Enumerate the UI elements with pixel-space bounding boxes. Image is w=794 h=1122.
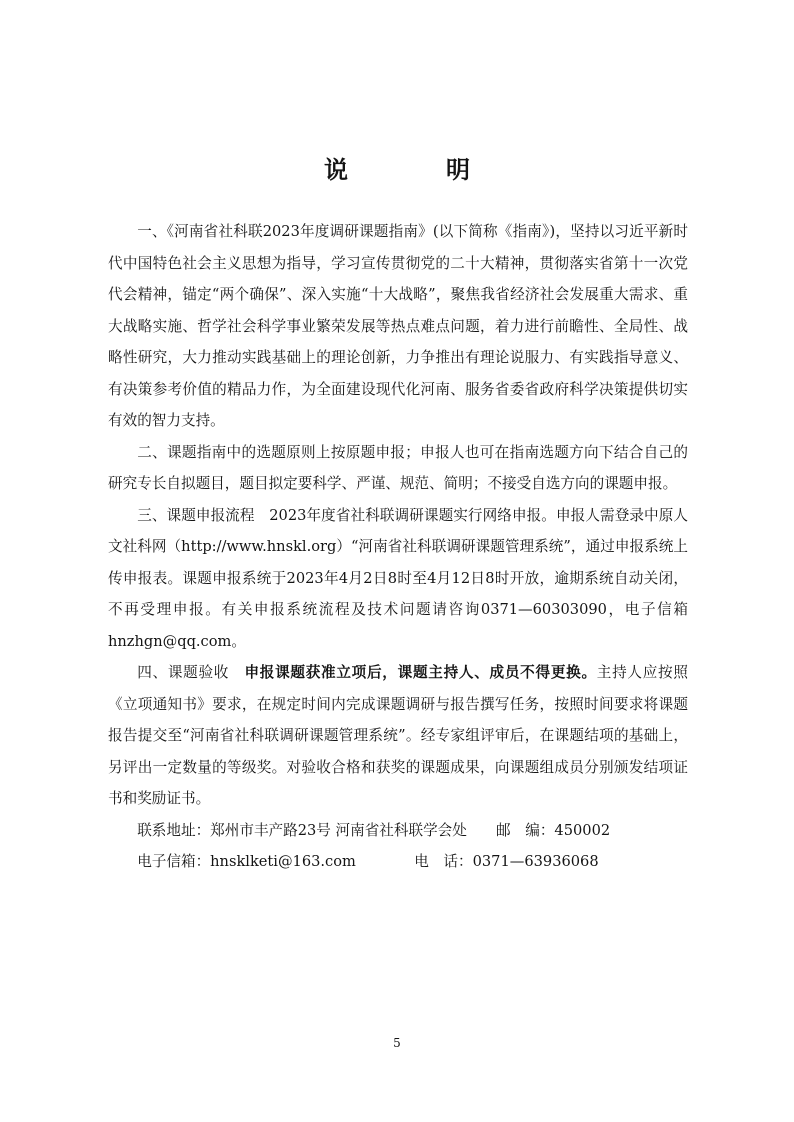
page-title: 说明 [324, 156, 568, 184]
contact-email-phone: 电子信箱：hnsklketi@163.com 电 话：0371—63936068 [137, 853, 599, 870]
page-number: 5 [393, 1036, 401, 1050]
paragraph-topic-selection: 二、课题指南中的选题原则上按原题申报；申报人也可在指南选题方向下结合自己的研究专长自拟题目，题目拟定要科学、严谨、规范、简明；不接受自选方向的课题申报。 [108, 443, 688, 492]
paragraph-rest: 主持人应按照《立项通知书》要求，在规定时间内完成课题调研与报告撰写任务，按照时间要求将课题报告提交至“河南省社科联调研课题管理系统”。经专家组评审后，在课题结项的基础上，另评出一定数量的等级奖。对验收合格和获奖的课题成果，向课题组成员分别颁发结项证书和奖励证书。 [108, 664, 688, 807]
paragraph-project-acceptance [108, 657, 688, 815]
paragraph-guide-overview: 一、《河南省社科联2023年度调研课题指南》(以下简称《指南》)，坚持以习近平新时代中国特色社会主义思想为指导，学习宣传贯彻党的二十大精神，贯彻落实省第十一次党代会精神，锚定“两个确保”、深入实施“十大战略”，聚焦我省经济社会发展重大需求、重大战略实施、哲学社会科学事业繁荣发展等热点难点问题，着力进行前瞻性、全局性、战略性研究，大力推动实践基础上的理论创新，力争推出有理论说服力、有实践指导意义、有决策参考价值的精品力作，为全面建设现代化河南、服务省委省政府科学决策提供切实有效的智力支持。 [108, 223, 688, 429]
bold-notice: 申报课题获准立项后，课题主持人、成员不得更换。 [244, 664, 597, 681]
contact-address: 联系地址：郑州市丰产路23号 河南省社科联学会处 邮 编：450002 [137, 821, 611, 839]
document-body [108, 216, 688, 878]
paragraph-lead: 四、课题验收 [137, 664, 245, 681]
paragraph-application-process: 三、课题申报流程 2023年度省社科联调研课题实行网络申报。申报人需登录中原人文社科网（http://www.hnskl.org）“河南省社科联调研课题管理系统”，通过申报系统上传申报表。课题申报系统于2023年4月2日8时至4月12日8时开放，逾期系统自动关闭，不再受理申报。有关申报系统流程及技术问题请咨询0371—60303090，电子信箱hnzhgn@qq.com。 [108, 506, 688, 650]
